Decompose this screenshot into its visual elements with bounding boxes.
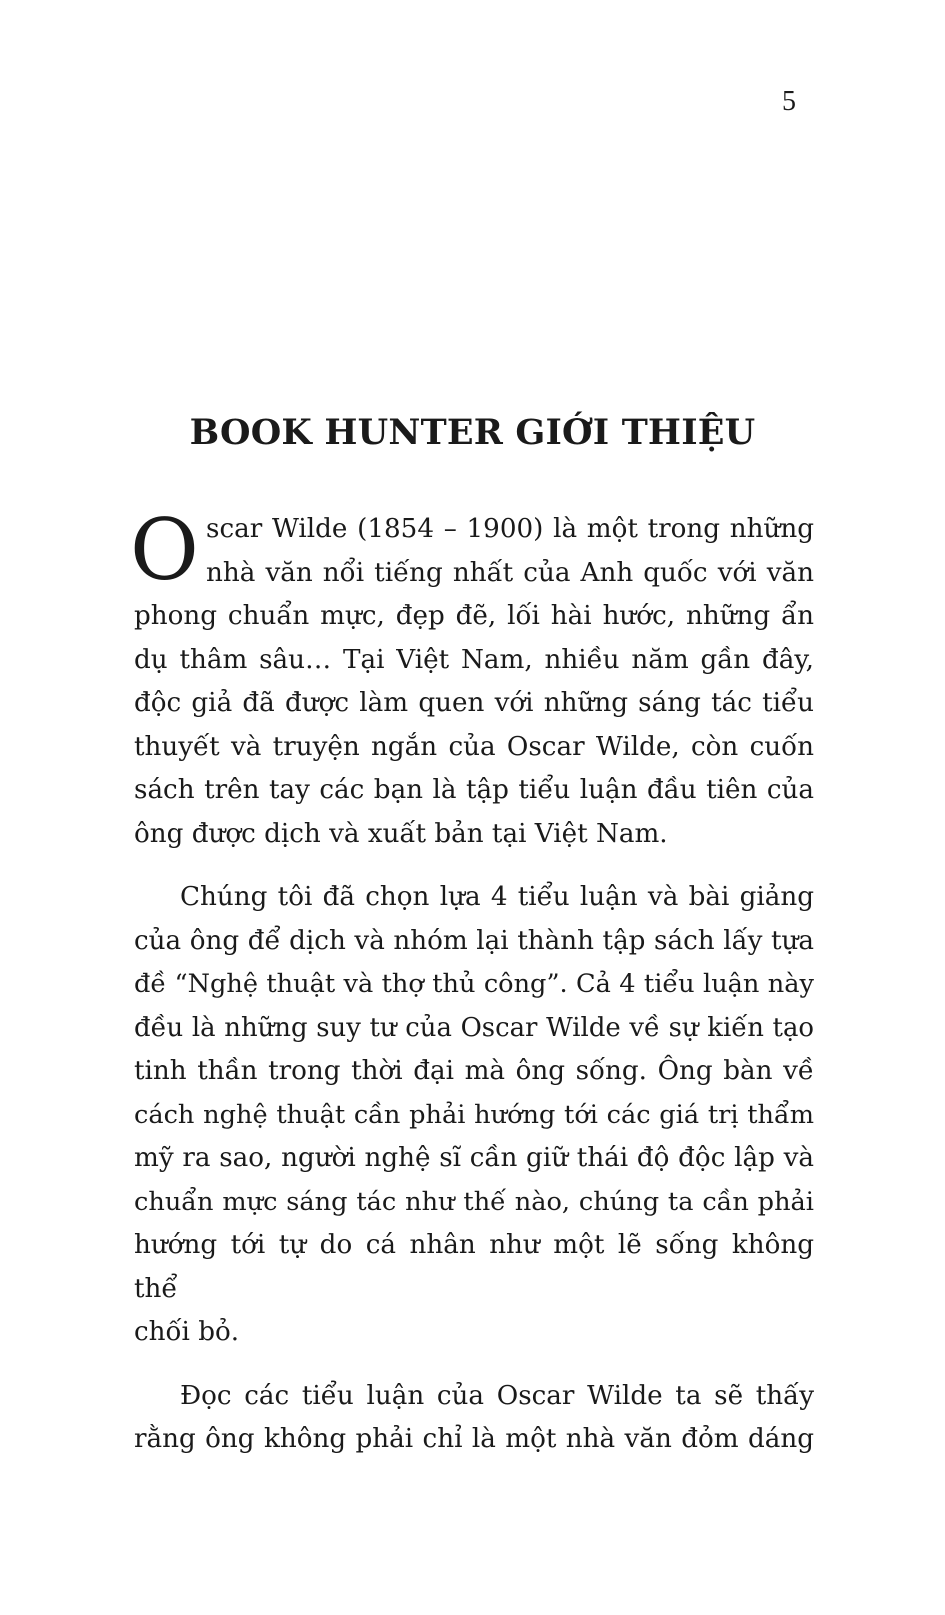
text-line: scar Wilde (1854 – 1900) là một trong những [206,514,814,544]
page-title: BOOK HUNTER GIỚI THIỆU [189,412,756,454]
text-line: dụ thâm sâu… Tại Việt Nam, nhiều năm gần đây, [134,644,814,675]
text-line: phong chuẩn mực, đẹp đẽ, lối hài hước, những ẩn [134,601,814,631]
text-line: đề “Nghệ thuật và thợ thủ công”. Cả 4 tiểu luận này [134,969,814,999]
page-number: 5 [782,86,796,117]
text-line: Đọc các tiểu luận của Oscar Wilde ta sẽ thấy [180,1380,814,1411]
text-line: mỹ ra sao, người nghệ sĩ cần giữ thái độ độc lập và [134,1143,814,1173]
text-line: của ông để dịch và nhóm lại thành tập sách lấy tựa [134,925,814,956]
text-line: chối bỏ. [134,1317,240,1347]
paragraph-2 [134,876,814,1355]
text-line: sách trên tay các bạn là tập tiểu luận đầu tiên của [134,775,814,805]
text-line: chuẩn mực sáng tác như thế nào, chúng ta cần phải [134,1186,814,1217]
paragraph-1 [130,501,814,856]
text-line: rằng ông không phải chỉ là một nhà văn đỏm dáng [134,1424,814,1454]
drop-cap: O [130,501,199,599]
text-line: tinh thần trong thời đại mà ông sống. Ông bàn về [134,1056,814,1086]
text-line: Chúng tôi đã chọn lựa 4 tiểu luận và bài giảng [180,882,814,912]
text-line: thuyết và truyện ngắn của Oscar Wilde, còn cuốn [134,731,814,762]
text-line: nhà văn nổi tiếng nhất của Anh quốc với văn [206,557,814,588]
text-line: hướng tới tự do cá nhân như một lẽ sống không thể [134,1230,814,1304]
text-line: cách nghệ thuật cần phải hướng tới các giá trị thẩm [134,1099,814,1130]
paragraph-3 [134,1375,814,1462]
text-line: đều là những suy tư của Oscar Wilde về sự kiến tạo [134,1012,814,1043]
text-line: độc giả đã được làm quen với những sáng tác tiểu [134,688,814,718]
text-line: ông được dịch và xuất bản tại Việt Nam. [134,818,668,849]
body-text [130,501,814,1462]
